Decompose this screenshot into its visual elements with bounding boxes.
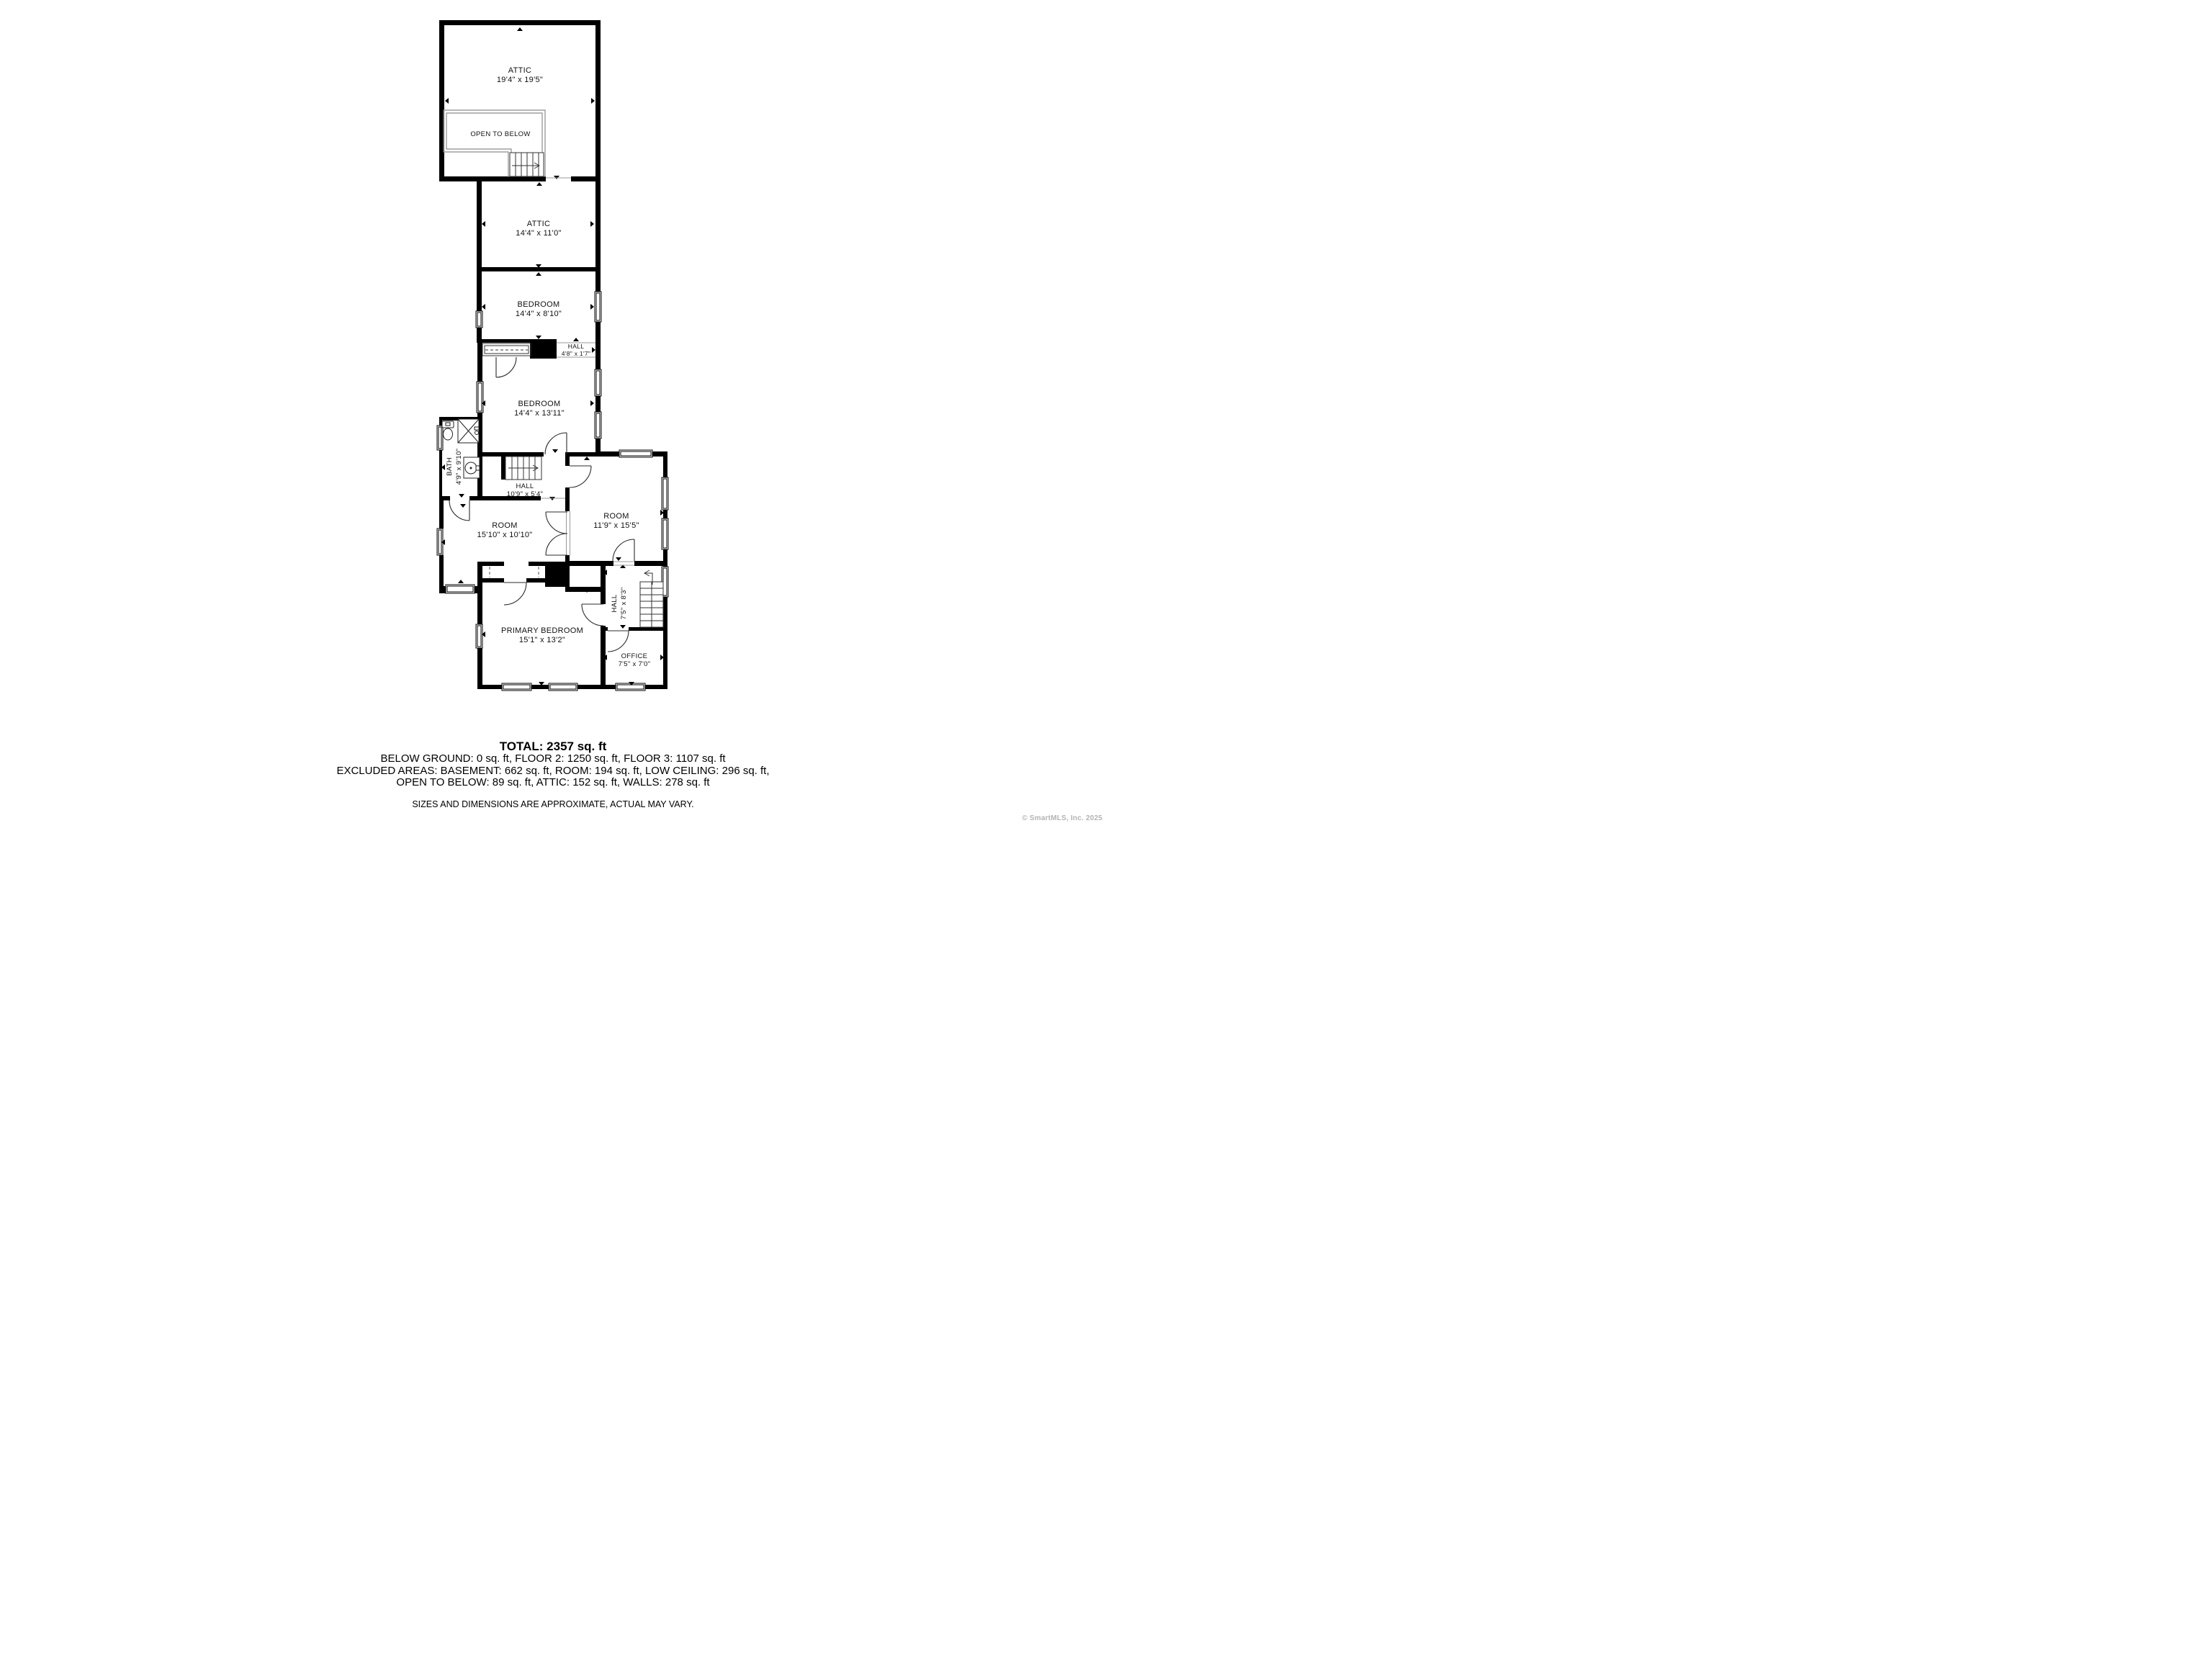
floor-plan-page — [0, 0, 1106, 830]
wall — [477, 578, 504, 583]
dimension-tick — [584, 457, 590, 460]
sink-vanity-icon — [464, 457, 480, 478]
window — [476, 624, 482, 648]
dimension-tick — [517, 27, 523, 31]
wall — [439, 496, 450, 500]
wall — [571, 176, 601, 181]
wall — [480, 562, 504, 566]
room-label-hall-lower: HALL — [611, 594, 619, 613]
room-label-bath: BATH — [446, 457, 454, 476]
dimension-tick — [591, 98, 595, 104]
room-dims-attic-lower: 14'4" x 11'0" — [516, 229, 562, 238]
copyright-text: © SmartMLS, Inc. 2025 — [1022, 814, 1102, 822]
wall — [545, 562, 570, 587]
wall — [531, 685, 549, 689]
window — [446, 585, 475, 593]
wall — [634, 561, 667, 566]
door-bath — [449, 500, 469, 521]
window — [437, 426, 443, 450]
dimension-tick — [536, 182, 542, 186]
room-dims-office: 7'5" x 7'0" — [618, 660, 651, 668]
wall — [477, 648, 482, 685]
wall — [439, 450, 442, 500]
room-label-attic-lower: ATTIC — [526, 220, 551, 228]
total-area-text: TOTAL: 2357 sq. ft — [499, 739, 607, 753]
wall — [439, 500, 444, 529]
room-dims-bath: 4'9" x 9'10" — [455, 448, 463, 485]
dimension-tick — [458, 580, 464, 583]
dimension-tick — [592, 347, 595, 353]
stairs-attic — [510, 153, 544, 176]
door-primary-north — [504, 583, 526, 605]
wall — [439, 555, 444, 593]
floor-plan-svg — [0, 0, 1106, 830]
room-label-hall-tiny: HALL — [567, 343, 585, 350]
room-dims-bedroom-small: 14'4" x 8'10" — [515, 310, 562, 318]
dimension-tick — [590, 304, 594, 310]
door-french-upper — [546, 512, 567, 534]
dimension-tick — [552, 449, 558, 453]
window — [662, 477, 668, 510]
wall — [567, 452, 601, 457]
room-dims-attic-upper: 19'4" x 19'5" — [496, 76, 544, 84]
window — [619, 450, 652, 457]
wall — [439, 176, 546, 181]
room-label-open-to-below: OPEN TO BELOW — [470, 130, 531, 138]
door-closet-bedroom-large — [496, 357, 516, 377]
dimension-tick — [459, 494, 464, 498]
dimension-tick — [536, 336, 541, 339]
room-dims-bedroom-large: 14'4" x 13'11" — [514, 409, 565, 418]
wall — [439, 417, 442, 426]
room-label-bedroom-large: BEDROOM — [518, 400, 561, 408]
wall — [439, 20, 444, 181]
window — [476, 311, 482, 328]
room-label-room-right: ROOM — [603, 512, 629, 521]
wall — [601, 627, 608, 631]
wall — [477, 685, 502, 689]
dimension-tick — [573, 338, 579, 341]
area-summary — [0, 740, 1106, 789]
room-dims-hall-tiny: 4'8" x 1'7" — [561, 350, 591, 357]
room-dims-room-left: 15'10" x 10'10" — [477, 531, 533, 539]
toilet-icon — [442, 421, 454, 440]
dimension-tick — [482, 221, 485, 227]
wall — [645, 685, 667, 689]
wall — [565, 587, 601, 592]
door-room-right-west — [570, 466, 591, 487]
window — [549, 683, 577, 691]
room-label-attic-upper: ATTIC — [508, 66, 532, 75]
dimension-tick — [590, 400, 594, 406]
closet-bedroom-large — [482, 343, 531, 356]
dimension-tick — [620, 625, 626, 629]
window — [502, 683, 531, 691]
wall — [565, 487, 570, 511]
wall — [530, 339, 557, 359]
disclaimer-text: SIZES AND DIMENSIONS ARE APPROXIMATE, ACTUAL MAY VARY. — [412, 799, 694, 809]
room-label-room-left: ROOM — [492, 521, 518, 530]
window — [595, 412, 601, 439]
room-label-bedroom-small: BEDROOM — [517, 300, 560, 309]
room-dims-room-right: 11'9" x 15'5" — [593, 521, 639, 530]
window — [595, 292, 601, 322]
floors-area-text: BELOW GROUND: 0 sq. ft, FLOOR 2: 1250 sq. ft, FLOOR 3: 1107 sq. ft — [380, 752, 726, 765]
excluded-areas-text-1: EXCLUDED AREAS: BASEMENT: 662 sq. ft, ROOM: 194 sq. ft, LOW CEILING: 296 sq. ft, — [336, 764, 770, 777]
wall — [477, 452, 544, 457]
window — [616, 683, 645, 691]
excluded-areas-text-2: OPEN TO BELOW: 89 sq. ft, ATTIC: 152 sq. ft, WALLS: 278 sq. ft — [396, 776, 710, 788]
wall — [577, 685, 616, 689]
door-primary-east — [582, 604, 603, 626]
door-french-lower — [546, 534, 567, 555]
closet-passage-rods — [490, 567, 539, 577]
window — [595, 369, 601, 396]
dimension-tick — [536, 272, 541, 276]
wall — [663, 510, 667, 518]
room-dims-hall-lower: 7'5" x 8'3" — [620, 587, 628, 620]
shower-icon — [458, 419, 479, 443]
stairs-hall-mid — [505, 457, 541, 480]
wall — [565, 452, 570, 466]
room-dims-hall-mid: 10'9" x 5'4" — [506, 490, 544, 498]
wall — [439, 20, 601, 25]
dimension-tick — [445, 98, 449, 104]
room-label-hall-mid: HALL — [516, 482, 534, 490]
window — [477, 382, 483, 413]
wall — [601, 561, 606, 604]
dimension-tick — [590, 221, 594, 227]
dimension-tick — [616, 557, 621, 561]
wall — [501, 452, 505, 480]
wall — [629, 627, 667, 631]
room-label-primary-bedroom: PRIMARY BEDROOM — [500, 626, 584, 635]
wall — [663, 451, 667, 477]
dimension-tick — [460, 504, 466, 508]
wall — [663, 597, 667, 689]
room-label-office: OFFICE — [621, 652, 648, 660]
window — [662, 518, 668, 549]
door-office — [608, 631, 629, 652]
stairs-hall-lower — [640, 570, 663, 627]
wall — [595, 20, 601, 181]
wall — [601, 451, 619, 457]
wall — [565, 561, 613, 566]
room-dims-primary-bedroom: 15'1" x 13'2" — [518, 636, 566, 644]
dimension-tick — [482, 304, 485, 310]
wall — [477, 562, 482, 624]
